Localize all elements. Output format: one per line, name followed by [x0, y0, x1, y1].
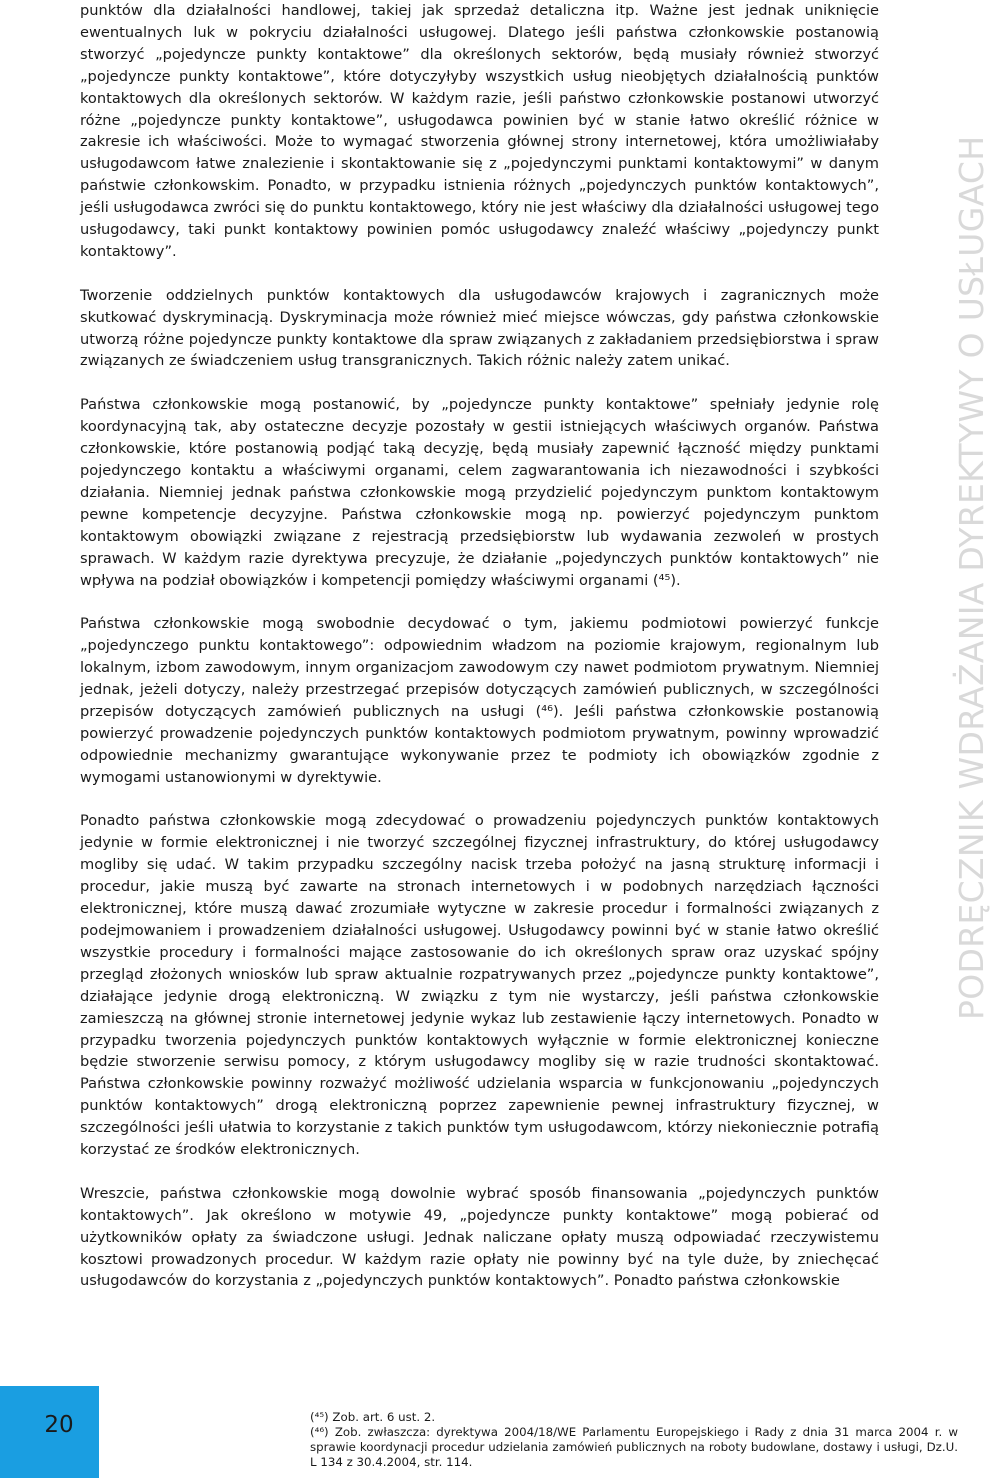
page-number: 20 [44, 1412, 74, 1438]
footnote-45 [310, 1410, 958, 1425]
paragraph-2: Tworzenie oddzielnych punktów kontaktowych dla usługodawców krajowych i zagranicznych może skutkować dyskryminacją. Dyskryminacja może również mieć miejsce wówczas, gdy państwa członkowskie utworzą różne pojedyncze punkty kontaktowe dla spraw związanych z zakładaniem przedsiębiorstwa i spraw związanych ze świadczeniem usług transgranicznych. Takich różnic należy zatem unikać. [80, 286, 879, 370]
footnote-46 [310, 1425, 958, 1470]
main-text [80, 0, 879, 1314]
footnote-text: Zob. art. 6 ust. 2. [332, 1410, 436, 1424]
side-running-title [918, 0, 991, 1030]
paragraph-3: Państwa członkowskie mogą postanowić, by „pojedyncze punkty kontaktowe” spełniały jedynie rolę koordynacyjną tak, aby ostateczne decyzje pozostały w gestii istniejących właściwych organów. Państwa członkowskie, które postanowią podjąć taką decyzję, będą musiały zapewnić łączność między punktami pojedynczego kontaktu a właściwymi organami, celem zagwarantowania ich niezawodności i szybkości działania. Niemniej jednak państwa członkowskie mogą przydzielić pojedynczym punktom kontaktowym pewne kompetencje decyzyjne. Państwa członkowskie mogą np. powierzyć pojedynczym punktom kontaktowym obowiązki związane z rejestracją przedsiębiorstw lub wydawania zezwoleń w prostych sprawach. W każdym razie dyrektywa precyzuje, że działanie „pojedynczych punktów kontaktowych” nie wpływa na podział obowiązków i kompetencji pomiędzy właściwymi organami (⁴⁵). [80, 396, 879, 589]
footnote-marker: (⁴⁵) [310, 1410, 329, 1424]
footnotes [310, 1410, 958, 1470]
paragraph-1: punktów dla działalności handlowej, takiej jak sprzedaż detaliczna itp. Ważne jest jednak uniknięcie ewentualnych luk w pokryciu działalności usługowej. Dlatego jeśli państwa członkowskie postanowią stworzyć „pojedyncze punkty kontaktowe” dla określonych sektorów, będą musiały również stworzyć „pojedyncze punkty kontaktowe”, które dotyczyłyby wszystkich usług nieobjętych działalnością punktów kontaktowych dla określonych sektorów. W każdym razie, jeśli państwo członkowskie postanowi utworzyć różne „pojedyncze punkty kontaktowe”, usługodawca powinien być w stanie łatwo określić różnice w zakresie ich właściwości. Może to wymagać stworzenia głównej strony internetowej, która umożliwiałaby usługodawcom łatwe znalezienie i skontaktowanie się z „pojedynczymi punktami kontaktowymi” w danym państwie członkowskim. Ponadto, w przypadku istnienia różnych „pojedynczych punktów kontaktowych”, jeśli usługodawca zwróci się do punktu kontaktowego, który nie jest właściwy dla działalności usługowej tego usługodawcy, taki punkt kontaktowy powinien pomóc usługodawcy znaleźć właściwy „pojedynczy punkt kontaktowy”. [80, 2, 879, 260]
paragraph-4: Państwa członkowskie mogą swobodnie decydować o tym, jakiemu podmiotowi powierzyć funkcje „pojedynczego punktu kontaktowego”: odpowiednim władzom na poziomie krajowym, regionalnym lub lokalnym, izbom zawodowym, innym organizacjom zawodowym czy nawet podmiotom prywatnym. Niemniej jednak, jeżeli dotyczy, należy przestrzegać przepisów dotyczących zamówień publicznych, w szczególności przepisów dotyczących zamówień publicznych na usługi (⁴⁶). Jeśli państwa członkowskie postanowią powierzyć prowadzenie pojedynczych punktów kontaktowych podmiotom prywatnym, powinny wprowadzić odpowiednie mechanizmy gwarantujące wykonywanie przez te podmioty ich obowiązków zgodnie z wymogami ustanowionymi w dyrektywie. [80, 615, 879, 786]
side-title-text: PODRĘCZNIK WDRAŻANIA DYREKTYWY O USŁUGACH [952, 135, 991, 1020]
paragraph-6: Wreszcie, państwa członkowskie mogą dowolnie wybrać sposób finansowania „pojedynczych punktów kontaktowych”. Jak określono w motywie 49, „pojedyncze punkty kontaktowe” mogą pobierać od użytkowników opłaty za świadczone usługi. Jednak naliczane opłaty muszą odpowiadać rzeczywistemu kosztowi prowadzonych procedur. W każdym razie opłaty nie powinny być na tyle duże, by zniechęcać usługodawców do korzystania z „pojedynczych punktów kontaktowych”. Ponadto państwa członkowskie [80, 1184, 879, 1290]
paragraph-5: Ponadto państwa członkowskie mogą zdecydować o prowadzeniu pojedynczych punktów kontaktowych jedynie w formie elektronicznej i nie tworzyć szczególnej fizycznej infrastruktury, do której usługodawcy mogliby się udać. W takim przypadku szczególny nacisk trzeba położyć na jasną strukturę informacji i procedur, jakie muszą być zawarte na stronach internetowych i w podobnych narzędziach łączności elektronicznej, które muszą dawać zrozumiałe wytyczne w zakresie procedur i formalności związanych z podejmowaniem i prowadzeniem działalności usługowej. Usługodawcy powinni być w stanie łatwo określić wszystkie procedury i formalności mające zastosowanie do ich określonych spraw oraz uzyskać spójny przegląd złożonych wniosków lub spraw aktualnie rozpatrywanych przez „pojedyncze punkty kontaktowe”, działające jedynie drogą elektroniczną. W związku z tym nie wystarczy, jeśli państwa członkowskie zamieszczą na głównej stronie internetowej jedynie wykaz lub zestawienie łączy internetowych. Ponadto w przypadku tworzenia pojedynczych punktów kontaktowych wyłącznie w formie elektronicznej konieczne będzie stworzenie serwisu pomocy, z którym usługodawcy mogliby się w razie trudności skontaktować. Państwa członkowskie powinny rozważyć możliwość udzielania wsparcia w funkcjonowaniu „pojedynczych punktów kontaktowych” drogą elektroniczną poprzez zapewnienie pewnej infrastruktury fizycznej, w szczególności jeśli ułatwia to korzystanie z takich punktów tym usługodawcom, którzy niekoniecznie potrafią korzystać ze środków elektronicznych. [80, 812, 879, 1159]
footnote-marker: (⁴⁶) [310, 1425, 329, 1439]
footnote-text: Zob. zwłaszcza: dyrektywa 2004/18/WE Parlamentu Europejskiego i Rady z dnia 31 marca 2004 r. w sprawie koordynacji procedur udzielania zamówień publicznych na roboty budowlane, dostawy i usługi, Dz.U. L 134 z 30.4.2004, str. 114. [310, 1425, 959, 1469]
